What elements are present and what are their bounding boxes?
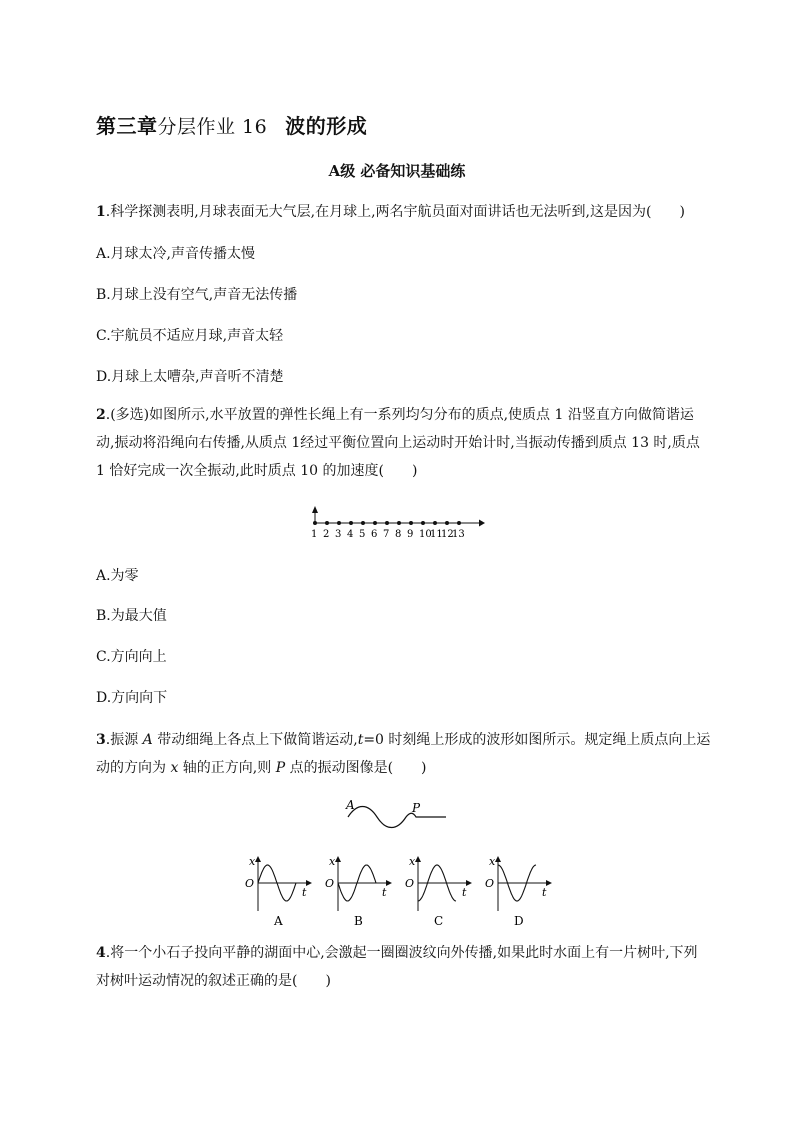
particle-label-7: 7 (383, 529, 390, 540)
particle-label-9: 9 (407, 529, 414, 540)
particle-label-13: 13 (452, 529, 465, 540)
particle-9 (409, 521, 413, 525)
question-1-option-b: B.月球上没有空气,声音无法传播 (96, 287, 298, 303)
question-4-stem-line-2: 对树叶运动情况的叙述正确的是( ) (96, 973, 331, 989)
option-letter: A (274, 914, 283, 928)
graph-option-d (485, 855, 552, 928)
option-letter: C (434, 914, 444, 928)
assignment-label: 分层作业 16 (157, 116, 268, 138)
particle-10 (421, 521, 425, 525)
topic-label: 波的形成 (285, 114, 368, 138)
particle-label-12: 12 (441, 529, 454, 540)
x-axis-label: t (542, 886, 547, 899)
question-3-stem-line-1: 3.振源 A 带动细绳上各点上下做简谐运动,t=0 时刻绳上形成的波形如图所示。规定绳上质点向上运 (96, 732, 711, 748)
graph-option-c (405, 855, 472, 928)
question-1-option-d: D.月球上太嘈杂,声音听不清楚 (96, 369, 284, 385)
question-1-option-c: C.宇航员不适应月球,声音太轻 (96, 328, 284, 344)
y-axis-label: x (329, 855, 336, 868)
question-2-option-d: D.方向向下 (96, 690, 168, 706)
particle-3 (337, 521, 341, 525)
x-axis-label: t (462, 886, 467, 899)
question-2-option-c: C.方向向上 (96, 649, 167, 665)
particle-label-1: 1 (311, 529, 318, 540)
particle-2 (325, 521, 329, 525)
string-particles-figure (305, 505, 490, 545)
section-heading: A级 必备知识基础练 (328, 162, 466, 180)
page-title (96, 110, 367, 139)
particle-8 (397, 521, 401, 525)
vibration-graph-options (240, 853, 560, 928)
question-4-stem-line-1: 4.将一个小石子投向平静的湖面中心,会激起一圈圈波纹向外传播,如果此时水面上有一片树叶,下列 (96, 945, 698, 961)
particle-label-8: 8 (395, 529, 402, 540)
question-2-stem-line-2: 动,振动将沿绳向右传播,从质点 1经过平衡位置向上运动时开始计时,当振动传播到质点 13 时,质点 (96, 435, 700, 451)
particle-label-11: 11 (430, 529, 443, 540)
particle-label-4: 4 (347, 529, 354, 540)
particle-12 (445, 521, 449, 525)
particle-7 (385, 521, 389, 525)
graph-option-b (325, 855, 392, 928)
y-axis-label: x (489, 855, 496, 868)
wave-source-label: A (346, 798, 355, 812)
question-2-stem-line-1: 2.(多选)如图所示,水平放置的弹性长绳上有一系列均匀分布的质点,使质点 1 沿竖直方向做简谐运 (96, 407, 694, 423)
question-2-stem-line-3: 1 恰好完成一次全振动,此时质点 10 的加速度( ) (96, 463, 418, 479)
particle-6 (373, 521, 377, 525)
rope-wave-figure (340, 795, 455, 840)
question-3-stem-line-2: 动的方向为 x 轴的正方向,则 P 点的振动图像是( ) (96, 760, 427, 776)
particle-11 (433, 521, 437, 525)
particle-label-2: 2 (323, 529, 330, 540)
option-letter: D (514, 914, 524, 928)
wave-point-label: P (412, 801, 421, 815)
x-axis-label: t (382, 886, 387, 899)
x-axis-label: t (302, 886, 307, 899)
question-2-option-b: B.为最大值 (96, 608, 167, 624)
origin-label: O (325, 877, 335, 890)
chapter-label: 第三章 (96, 114, 158, 138)
y-axis-label: x (249, 855, 256, 868)
particle-label-10: 10 (419, 529, 432, 540)
origin-label: O (245, 877, 255, 890)
origin-label: O (405, 877, 415, 890)
particle-label-6: 6 (371, 529, 378, 540)
particle-label-3: 3 (335, 529, 342, 540)
question-1-stem: 1.科学探测表明,月球表面无大气层,在月球上,两名宇航员面对面讲话也无法听到,这是因为( ) (96, 204, 685, 220)
y-axis-label: x (409, 855, 416, 868)
origin-label: O (485, 877, 495, 890)
particle-4 (349, 521, 353, 525)
particle-13 (457, 521, 461, 525)
question-1-option-a: A.月球太冷,声音传播太慢 (96, 246, 256, 262)
particle-1 (313, 521, 317, 525)
particle-5 (361, 521, 365, 525)
particle-label-5: 5 (359, 529, 366, 540)
graph-option-a (245, 855, 312, 928)
question-2-option-a: A.为零 (96, 568, 139, 584)
option-letter: B (354, 914, 363, 928)
